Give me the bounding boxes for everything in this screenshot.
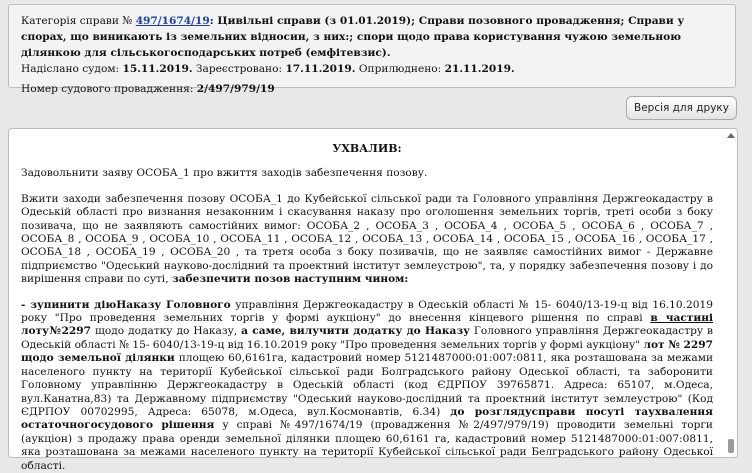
p3-text-5: у справі №497/1674/19 (провадження №2/497/979/19) проводити земельні торги (аукціон) з продажу права оренди земельної ділянки площею 60,6161 га, кадастровий номер 5121487000:01:007:0811, яка розташована за межами населеного пункту на території Кубейської сільської ради Белградського району Одеської області.: [21, 419, 713, 472]
category-text: : Цивільні справи (з 01.01.2019); Справи позовного провадження; Справи у спорах, що виникають із земельних відносин, з них:; спори щодо права користування чужою земельною ділянкою для сільськогосподарських потреб (емфітевзис).: [21, 15, 685, 59]
published-label: Оприлюднено:: [355, 63, 445, 75]
document-scrollbar[interactable]: [727, 133, 735, 453]
paragraph-2-bold: забезпечити позов наступним чином:: [171, 273, 409, 286]
registered-value: 17.11.2019.: [285, 63, 356, 75]
p3-bold-6: до розглядусправи посуті тауxвалення остаточногосудового рішення: [21, 405, 713, 432]
category-label: Категорія справи №: [21, 15, 133, 27]
paragraph-1: Задовольнити заяву ОСОБА_1 про вжиття заходів забезпечення позову.: [21, 167, 428, 180]
p3-text-4: площею 60,6161га, кадастровий номер 5121487000:01:007:0811, яка розташована за межами населеного пункту на території Кубейської сільської ради Болградського району Одеської області, та заборонити Головному управлінню Держгеокадастру в Одеській області (код ЄДРПОУ 39765871. Адреса: 65107, м.Одеса, вул.Канатна,83) та Державному підприємству "Одеський науково-дослідний та проектний інститут землеустрою" (Код ЄДРПОУ 00702995, Адреса: 65078, м.Одеса, вул.Космонавтів, 6.34): [21, 352, 714, 418]
case-category: [21, 13, 725, 61]
document-heading: УХВАЛИВ:: [332, 142, 402, 155]
proceeding-label: Номер судового провадження:: [21, 83, 197, 95]
sent-value: 15.11.2019.: [122, 63, 193, 75]
case-number-link[interactable]: 497/1674/19: [135, 15, 210, 27]
p3-bold-5: лот № 2297 щодо земельної ділянки: [21, 338, 713, 365]
p3-bold-1: - зупинити дію: [21, 298, 117, 311]
published-value: 21.11.2019.: [444, 63, 515, 75]
document-text: [9, 142, 737, 473]
case-info-panel: [8, 4, 736, 95]
p3-bold-3: лоту№2297: [21, 325, 92, 338]
proceeding-value: 2/497/979/19: [196, 83, 275, 95]
p3-bold-4: а саме, вилучити додатку до Наказу: [241, 325, 470, 338]
proceeding-number: [21, 81, 725, 97]
print-version-button[interactable]: Версія для друку: [626, 96, 737, 120]
paragraph-3: [21, 299, 713, 473]
scrollbar-thumb[interactable]: [728, 439, 734, 453]
case-dates: [21, 61, 725, 77]
scroll-up-arrow-icon[interactable]: [727, 133, 735, 138]
document-panel: [8, 128, 738, 472]
p3-text-2: щодо додатку до Наказу,: [91, 325, 242, 338]
p3-text-3: Головного управління Держгеокадастру в Одеській області № 15- 6040/13-19-ц від 16.10.2019 року "Про проведення земельних торгів у формі аукціону": [21, 325, 713, 351]
p3-underline: в частині: [650, 312, 713, 325]
sent-label: Надіслано судом:: [21, 63, 123, 75]
paragraph-2-text: Вжити заходи забезпечення позову ОСОБА_1 до Кубейської сільської ради та Головного управління Держгеокадастру в Одеській області про визнання незаконним і скасування наказу про оголошення земельних торгів, треті особи з боку позивача, що не заявляють самостійних вимог: ОСОБА_2 , ОСОБА_3 , ОСОБА_4 , ОСОБА_5 , ОСОБА_6 , ОСОБА_7 , ОСОБА_8 , ОСОБА_9 , ОСОБА_10 , ОСОБА_11 , ОСОБА_12 , ОСОБА_13 , ОСОБА_14 , ОСОБА_15 , ОСОБА_16 , ОСОБА_17 , ОСОБА_18 , ОСОБА_19 , ОСОБА_20 , та третя особа з боку позивачів, що не заявляє самостійних вимог - Державне підприємство "Одеський науково-дослідний та проектний інститут землеустрою", та, у порядку забезпечення позову і до вирішення справи по суті,: [21, 192, 713, 286]
paragraph-2: [21, 193, 713, 287]
registered-label: Зареєстровано:: [192, 63, 286, 75]
p3-bold-2: Наказу Головного: [116, 298, 231, 311]
p3-text-1: управління Держгеокадастру в Одеській області № 15- 6040/13-19-ц від 16.10.2019 року "Про проведення земельних торгів у формі аукціону" до внесення кінцевого рішення по справі: [21, 298, 713, 325]
